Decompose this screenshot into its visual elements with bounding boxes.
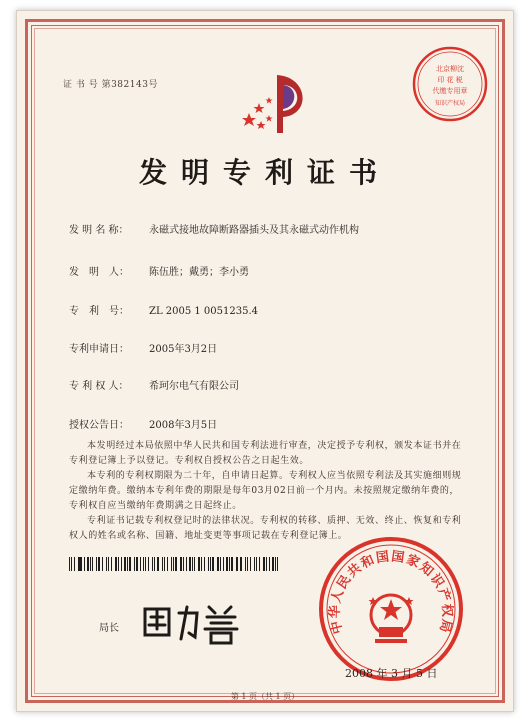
field-label: 专利申请日：: [69, 344, 129, 355]
field-label: 专 利 号：: [69, 306, 129, 317]
field-label: 授权公告日：: [69, 420, 129, 431]
director-label: 局长: [99, 623, 119, 634]
svg-text:代缴专用章: 代缴专用章: [432, 87, 468, 95]
field-label: 专 利 权 人：: [69, 381, 129, 392]
barcode: [69, 557, 281, 571]
field-value: ZL 2005 1 0051235.4: [149, 306, 259, 317]
paragraph-grant: 本发明经过本局依照中华人民共和国专利法进行审查，决定授予专利权，颁发本证书并在专利登记簿上予以登记。专利权自授权公告之日起生效。: [69, 441, 462, 466]
field-value: 永磁式接地故障断路器插头及其永磁式动作机构: [149, 225, 359, 236]
patent-office-logo-icon: [239, 71, 319, 141]
inventor-row: [69, 263, 249, 278]
svg-text:中华人民共和国国家知识产权局: [327, 548, 455, 635]
seal-text: 中华人民共和国国家知识产权局: [327, 549, 455, 636]
field-value: 2008年3月5日: [149, 420, 218, 431]
field-label: 发 明 人：: [69, 267, 129, 278]
state-ip-office-seal: [317, 535, 465, 683]
patent-number-row: [69, 302, 258, 317]
patentee-row: [69, 377, 239, 392]
certificate-paper: [16, 10, 514, 712]
paragraph-legal-status: 专利证书记载专利权登记时的法律状况。专利权的转移、质押、无效、终止、恢复和专利权人的姓名或名称、国籍、地址变更等事项记载在专利登记簿上。: [69, 516, 462, 541]
svg-text:印 花 税: 印 花 税: [437, 76, 463, 84]
issue-date: 2008 年 3 月 5 日: [345, 667, 438, 680]
application-date-row: [69, 340, 217, 355]
certificate-number: 证 书 号 第382143号: [63, 80, 158, 90]
certificate-title: 发明专利证书: [138, 156, 391, 189]
invention-name-row: [69, 221, 359, 236]
page-footer: 第 1 页（共 1 页）: [230, 692, 300, 701]
tax-stamp-seal: [411, 45, 489, 123]
field-value: 2005年3月2日: [149, 344, 218, 355]
field-value: 陈伍胜；戴勇；李小勇: [149, 267, 249, 278]
director-signature: [139, 599, 259, 645]
svg-text:北京柳沈: 北京柳沈: [436, 65, 464, 73]
grant-date-row: [69, 416, 217, 431]
field-value: 希珂尔电气有限公司: [149, 381, 239, 392]
paragraph-term: 本专利的专利权期限为二十年，自申请日起算。专利权人应当依照专利法及其实施细则规定缴纳年费。缴纳本专利年费的期限是每年03月02日前一个月内。未按照规定缴纳年费的，专利权自应当缴纳年费期满之日起终止。: [69, 471, 462, 511]
svg-text:知识产权局: 知识产权局: [434, 100, 466, 107]
field-label: 发 明 名 称：: [69, 225, 129, 236]
